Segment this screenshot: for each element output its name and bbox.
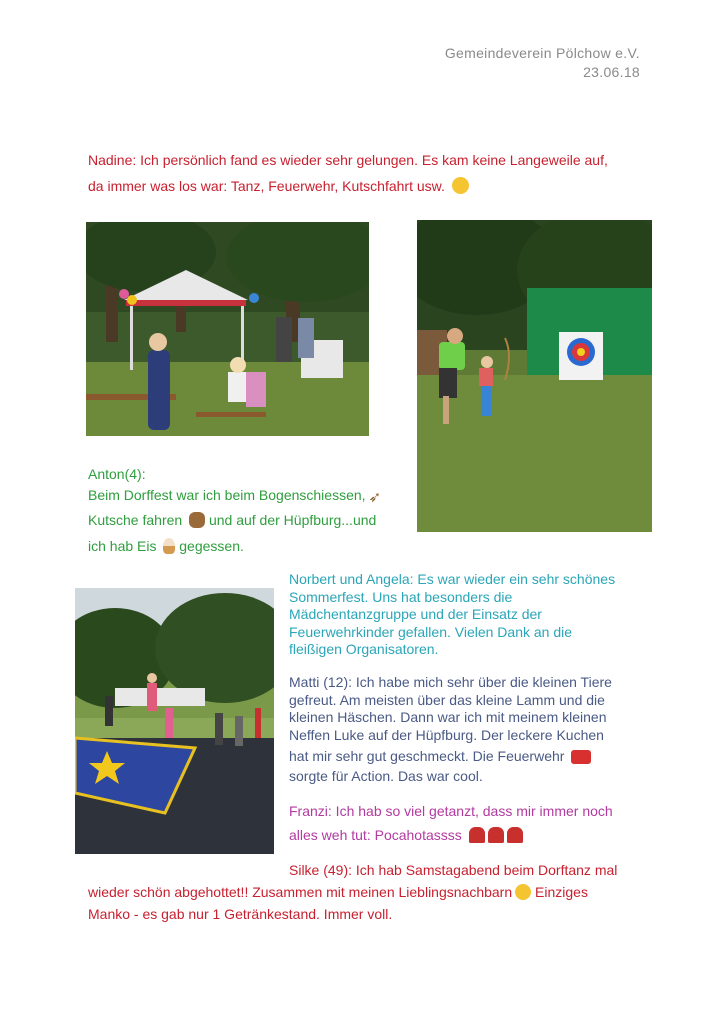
header-date: 23.06.18: [583, 64, 640, 80]
franzi-line-1: Franzi: Ich hab so viel getanzt, dass mir immer noch: [289, 803, 613, 819]
franzi-line-2: alles weh tut: Pocahotassss: [289, 827, 462, 843]
matti-line-6: sorgte für Action. Das war cool.: [289, 767, 483, 784]
anton-line-4a: ich hab Eis: [88, 538, 157, 554]
nadine-paragraph: [88, 150, 648, 196]
anton-line-1: Anton(4):: [88, 466, 146, 482]
anton-line-3a: Kutsche fahren: [88, 512, 183, 528]
archery-photo: [417, 220, 652, 532]
silke-line-2: wieder schön abgehottet!! Zusammen mit meinen Lieblingsnachbarn: [88, 884, 513, 900]
silke-line-2b: Einziges: [535, 884, 588, 900]
silke-line-1: Silke (49): Ich hab Samstagabend beim Dorftanz mal: [289, 862, 618, 878]
norbert-line-3: Mädchentanzgruppe und der Einsatz der: [289, 606, 542, 622]
norbert-line-5: fleißigen Organisatoren.: [289, 641, 439, 657]
dancer-icon: [507, 827, 523, 843]
matti-line-3: kleinen Häschen. Dann war ich mit meinem kleinen: [289, 709, 607, 725]
fire-engine-icon: [571, 750, 591, 764]
anton-paragraph: [88, 464, 408, 556]
anton-line-4b: gegessen.: [179, 538, 244, 554]
ice-cream-icon: [163, 538, 175, 554]
horse-icon: [189, 512, 205, 528]
dancer-icon: [488, 827, 504, 843]
norbert-paragraph: [289, 571, 649, 659]
matti-line-1: Matti (12): Ich habe mich sehr über die kleinen Tiere: [289, 674, 612, 690]
matti-line-5: hat mir sehr gut geschmeckt. Die Feuerwehr: [289, 748, 565, 764]
matti-paragraph: [289, 674, 649, 785]
dancer-icon: [469, 827, 485, 843]
silke-paragraph: [88, 860, 648, 924]
nadine-line-1: Nadine: Ich persönlich fand es wieder sehr gelungen. Es kam keine Langeweile auf,: [88, 152, 608, 168]
norbert-line-4: Feuerwehrkinder gefallen. Vielen Dank an die: [289, 623, 573, 640]
franzi-paragraph: [289, 801, 649, 845]
anton-line-2: Beim Dorffest war ich beim Bogenschiessen,: [88, 487, 366, 503]
dance-floor-photo: [75, 588, 274, 854]
matti-line-4: Neffen Luke auf der Hüpfburg. Der leckere Kuchen: [289, 726, 604, 743]
anton-line-3b: und auf der Hüpfburg...und: [208, 512, 377, 528]
organization-name: Gemeindeverein Pölchow e.V.: [444, 45, 640, 61]
nadine-line-2: da immer was los war: Tanz, Feuerwehr, Kutschfahrt usw.: [88, 178, 445, 194]
grinning-face-icon: [515, 884, 531, 900]
winking-face-icon: [452, 177, 469, 194]
norbert-line-1: Norbert und Angela: Es war wieder ein sehr schönes: [289, 571, 616, 587]
silke-line-3: Manko - es gab nur 1 Getränkestand. Immer voll.: [88, 906, 393, 922]
bow-and-arrow-icon: ➶: [368, 489, 382, 506]
matti-line-2: gefreut. Am meisten über das kleine Lamm und die: [289, 691, 605, 708]
page-header: [445, 44, 640, 82]
norbert-line-2: Sommerfest. Uns hat besonders die: [289, 588, 513, 605]
festival-tent-photo: [86, 222, 369, 436]
